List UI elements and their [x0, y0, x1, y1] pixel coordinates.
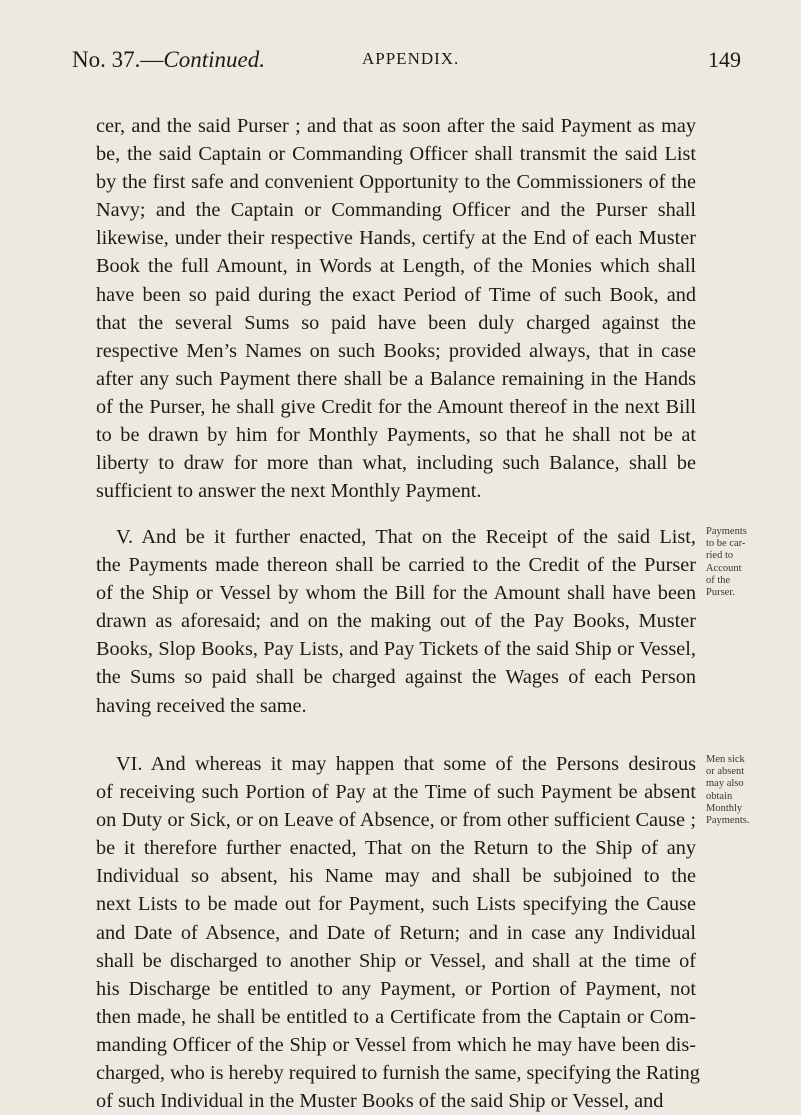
text-line: cer, and the said Purser ; and that as soon after the said Payment as may — [96, 115, 696, 137]
text-line: be, the said Captain or Commanding Officer shall transmit the said List — [96, 143, 696, 166]
text-line: be it therefore further enacted, That on the Return to the Ship of any — [96, 837, 696, 860]
text-line: that the several Sums so paid have been duly charged against the — [96, 311, 696, 334]
text-line: of the Ship or Vessel by whom the Bill for the Amount shall have been — [96, 582, 696, 605]
text-line: respective Men’s Names on such Books; provided always, that in case — [96, 339, 696, 362]
section-continuation: No. 37.—Continued. — [72, 47, 265, 72]
text-line: charged, who is hereby required to furnish the same, specifying the Rating — [96, 1062, 700, 1085]
text-line: then made, he shall be entitled to a Certificate from the Captain or Com- — [96, 1005, 696, 1028]
text-line: after any such Payment there shall be a Balance remaining in the Hands — [96, 367, 696, 390]
text-line: by the first safe and convenient Opportunity to the Commissioners of the — [96, 171, 696, 194]
text-line: having received the same. — [96, 694, 307, 717]
text-line: manding Officer of the Ship or Vessel from which he may have been dis- — [96, 1033, 696, 1056]
text-line: likewise, under their respective Hands, certify at the End of each Muster — [96, 227, 696, 250]
text-line: Books, Slop Books, Pay Lists, and Pay Tickets of the said Ship or Vessel, — [96, 638, 696, 661]
text-line: shall be discharged to another Ship or Vessel, and shall at the time of — [96, 949, 696, 972]
text-line: of such Individual in the Muster Books of the said Ship or Vessel, and — [96, 1090, 664, 1113]
margin-note-payments-to-account: Payments to be car- ried to Account of the Purser. — [706, 526, 747, 599]
section-vi-paragraph — [96, 750, 700, 1115]
text-line: to be drawn by him for Monthly Payments, so that he shall not be at — [96, 424, 696, 447]
text-line: sufficient to answer the next Monthly Payment. — [96, 480, 482, 503]
running-title: APPENDIX. — [362, 49, 460, 68]
text-line: Navy; and the Captain or Commanding Officer and the Purser shall — [96, 199, 696, 222]
text-line: and Date of Absence, and Date of Return; and in case any Individual — [96, 921, 696, 944]
text-line: of the Purser, he shall give Credit for the Amount thereof in the next Bill — [96, 395, 696, 418]
text-line: the Sums so paid shall be charged against the Wages of each Person — [96, 666, 696, 689]
text-line: liberty to draw for more than what, including such Balance, shall be — [96, 452, 696, 475]
text-line: the Payments made thereon shall be carried to the Credit of the Purser — [96, 554, 696, 577]
running-header — [0, 47, 801, 87]
text-line: have been so paid during the exact Period of Time of such Book, and — [96, 283, 696, 306]
text-line: V. And be it further enacted, That on the Receipt of the said List, — [116, 526, 696, 548]
text-line: of receiving such Portion of Pay at the Time of such Payment be absent — [96, 781, 696, 804]
page-number: 149 — [708, 47, 741, 72]
text-line: his Discharge be entitled to any Payment, or Portion of Payment, not — [96, 977, 696, 1000]
text-line: VI. And whereas it may happen that some of the Persons desirous — [116, 753, 696, 775]
section-v-paragraph — [96, 523, 696, 720]
text-line: Book the full Amount, in Words at Length, of the Monies which shall — [96, 255, 696, 278]
margin-note-men-sick-absent: Men sick or absent may also obtain Monthly Payments. — [706, 754, 750, 827]
text-line: next Lists to be made out for Payment, such Lists specifying the Cause — [96, 893, 696, 916]
text-line: on Duty or Sick, or on Leave of Absence, or from other sufficient Cause ; — [96, 809, 696, 832]
text-line: drawn as aforesaid; and on the making out of the Pay Books, Muster — [96, 610, 696, 633]
text-line: Individual so absent, his Name may and shall be subjoined to the — [96, 865, 696, 888]
paragraph-continuation — [96, 112, 696, 505]
